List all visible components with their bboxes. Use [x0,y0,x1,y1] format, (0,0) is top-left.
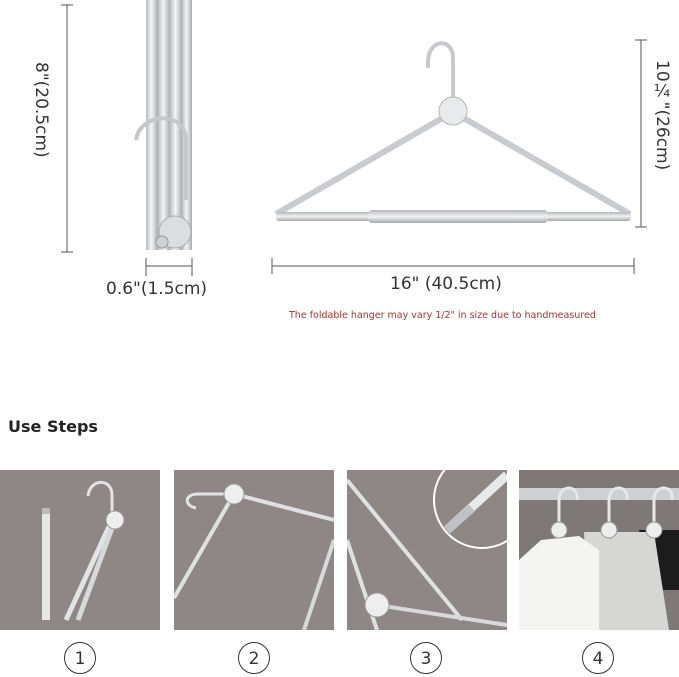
hanger-height-dimension-line [635,40,647,227]
step-2-image [174,470,334,630]
step-4-number: 4 [582,642,614,674]
step-4-image [519,470,679,630]
folded-height-dimension-line [61,5,73,252]
step-2-number: 2 [238,642,270,674]
hanger-width-dimension-line [272,258,634,274]
size-variance-note: The foldable hanger may vary 1/2" in size due to handmeasured [289,310,596,321]
folded-width-dimension-line [146,258,192,276]
unfolded-hanger [276,43,631,223]
step-3-image [347,470,507,630]
hanger-height-label: 10¼"(26cm) [652,60,672,171]
folded-height-label: 8"(20.5cm) [31,62,51,158]
folded-width-label: 0.6"(1.5cm) [106,279,208,299]
use-steps-title: Use Steps [8,417,98,436]
step-1-number: 1 [64,642,96,674]
step-1-image [0,470,160,630]
hanger-width-label: 16" (40.5cm) [390,274,502,294]
step-3-number: 3 [410,642,442,674]
folded-hanger [136,0,192,250]
product-illustration [0,0,679,330]
